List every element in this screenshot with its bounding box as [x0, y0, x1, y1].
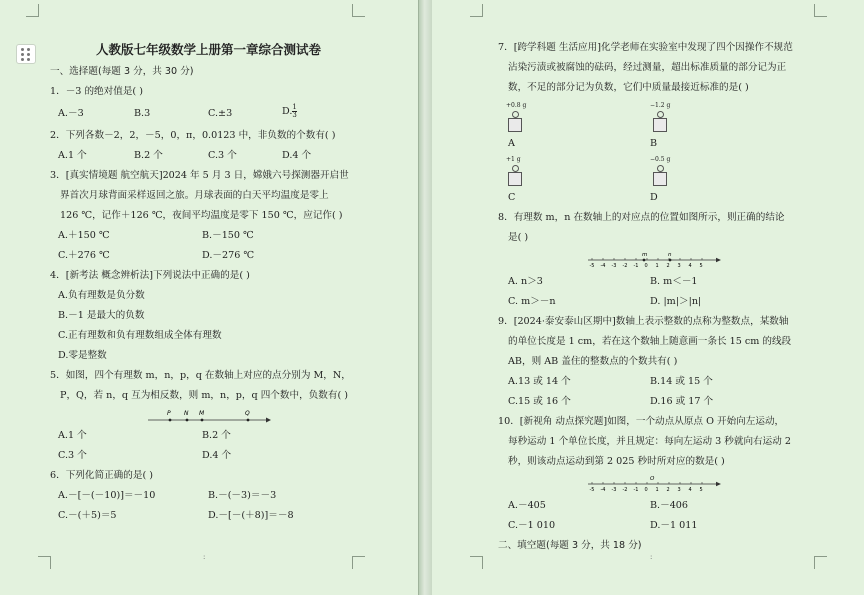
- question-7-line3: 数，不足的部分记为负数，它们中质量最接近标准的是( ): [508, 82, 749, 93]
- weight-b-hook-icon: [657, 111, 664, 118]
- question-10-line1: 10．[新视角 动点探究题]如图，一个动点从原点 O 开始向左运动，: [498, 416, 785, 427]
- q1-option-c: C.±3: [208, 108, 233, 119]
- q6-option-b: B.－(－3)＝－3: [208, 490, 277, 501]
- q3-option-a: A.＋150 ℃: [58, 230, 110, 241]
- q5-option-b: B.2 个: [202, 430, 231, 441]
- q10-option-d: D.－1 011: [650, 520, 698, 531]
- question-6-stem: 6．下列化简正确的是( ): [50, 470, 153, 481]
- label-origin: O: [650, 476, 655, 482]
- right-page: [432, 0, 864, 595]
- tick-label: 5: [699, 487, 703, 493]
- q3-option-c: C.＋276 ℃: [58, 250, 110, 261]
- q5-number-line: [146, 406, 272, 426]
- q9-option-c: C.15 或 16 个: [508, 396, 571, 407]
- tick-label: 3: [677, 263, 681, 269]
- weight-b-icon: [653, 118, 667, 132]
- question-3-line1: 3．[真实情境题 航空航天]2024 年 5 月 3 日，嫦娥六号探测器开启世: [50, 170, 349, 181]
- q2-option-b: B.2 个: [134, 150, 163, 161]
- tick-label: 1: [655, 487, 659, 493]
- tick-label: 0: [644, 263, 648, 269]
- question-10-line2: 每秒运动 1 个单位长度，并且规定：每向左运动 3 秒就向右运动 2: [508, 436, 791, 447]
- weight-b-label: −1.2 g: [650, 102, 671, 109]
- tick-label: 0: [644, 487, 648, 493]
- q4-option-d: D.零是整数: [58, 350, 107, 361]
- tick-label: 5: [699, 263, 703, 269]
- question-3-line2: 界首次月球背面采样返回之旅。月球表面的白天平均温度是零上: [60, 190, 329, 201]
- q9-option-b: B.14 或 15 个: [650, 376, 713, 387]
- question-5-line2: P，Q，若 n，q 互为相反数，则 m，n，p，q 四个数中，负数有( ): [60, 390, 348, 401]
- section-heading: 二、填空题(每题 3 分，共 18 分): [498, 540, 642, 551]
- q4-option-c: C.正有理数和负有理数组成全体有理数: [58, 330, 222, 341]
- left-page: [0, 0, 418, 595]
- q10-option-b: B.－406: [650, 500, 689, 511]
- question-1-stem: 1．－3 的绝对值是( ): [50, 86, 143, 97]
- tick-label: -5: [589, 487, 595, 493]
- q9-option-a: A.13 或 14 个: [508, 376, 571, 387]
- page-title: 人教版七年级数学上册第一章综合测试卷: [96, 42, 322, 57]
- tick-label: -2: [622, 263, 628, 269]
- q10-option-c: C.－1 010: [508, 520, 556, 531]
- q1-option-a: A.－3: [58, 108, 84, 119]
- q1-option-d: D. $\frac{1}{3}$: [282, 103, 297, 119]
- tick-label: -1: [633, 487, 639, 493]
- question-7-line2: 沾染污渍或被腐蚀的砝码，经过测量，超出标准质量的部分记为正: [508, 62, 787, 73]
- q2-option-d: D.4 个: [282, 150, 312, 161]
- label-n: n: [668, 252, 672, 258]
- question-8-line1: 8．有理数 m，n 在数轴上的对应点的位置如图所示，则正确的结论: [498, 212, 785, 223]
- q8-option-a: A. n＞3: [508, 276, 543, 287]
- tick-label: 3: [677, 487, 681, 493]
- label-p: P: [167, 410, 171, 417]
- weight-c-label: +1 g: [506, 156, 521, 163]
- q8-option-d: D. |m|＞|n|: [650, 296, 702, 307]
- q7-option-d: D: [650, 192, 658, 203]
- tick-label: 4: [688, 487, 692, 493]
- question-4-stem: 4．[新考法 概念辨析法]下列说法中正确的是( ): [50, 270, 250, 281]
- q6-option-c: C.－(＋5)＝5: [58, 510, 117, 521]
- q5-option-c: C.3 个: [58, 450, 87, 461]
- crop-mark: [352, 4, 365, 17]
- crop-mark: [38, 556, 51, 569]
- question-10-line3: 秒，则该动点运动到第 2 025 秒时所对应的数是( ): [508, 456, 725, 467]
- tick-label: -4: [600, 487, 606, 493]
- q10-option-a: A.－405: [508, 500, 546, 511]
- tick-label: -1: [633, 263, 639, 269]
- tick-label: 2: [666, 263, 670, 269]
- point-n: [669, 259, 672, 262]
- tick-label: 1: [655, 263, 659, 269]
- q8-number-line: [584, 248, 724, 272]
- q6-option-a: A.－[－(－10)]＝－10: [58, 490, 156, 501]
- q7-option-b: B: [650, 138, 658, 149]
- q7-option-c: C: [508, 192, 516, 203]
- q5-option-d: D.4 个: [202, 450, 232, 461]
- q7-option-a: A: [508, 138, 515, 149]
- point-m: [643, 259, 646, 262]
- crop-mark: [352, 556, 365, 569]
- q8-option-c: C. m＞－n: [508, 296, 556, 307]
- weight-a-icon: [508, 118, 522, 132]
- weight-d-hook-icon: [657, 165, 664, 172]
- drag-handle-icon[interactable]: [16, 44, 36, 64]
- weight-a-hook-icon: [512, 111, 519, 118]
- weight-d-icon: [653, 172, 667, 186]
- weight-a-label: +0.8 g: [506, 102, 527, 109]
- tick-label: 4: [688, 263, 692, 269]
- q3-option-b: B.－150 ℃: [202, 230, 254, 241]
- q4-option-a: A.负有理数是负分数: [58, 290, 145, 301]
- crop-mark: [814, 556, 827, 569]
- question-8-line2: 是( ): [508, 232, 529, 243]
- q1-option-b: B.3: [134, 108, 151, 119]
- point-m: [201, 419, 204, 422]
- crop-mark: [470, 556, 483, 569]
- q10-number-line: [584, 472, 724, 496]
- crop-mark: [470, 4, 483, 17]
- question-2-stem: 2．下列各数－2，2，－5，0，π，0.0123 中，非负数的个数有( ): [50, 130, 336, 141]
- q9-option-d: D.16 或 17 个: [650, 396, 714, 407]
- question-3-line3: 126 ℃，记作＋126 ℃，夜间平均温度是零下 150 ℃，应记作( ): [60, 210, 343, 221]
- q4-option-b: B.－1 是最大的负数: [58, 310, 145, 321]
- weight-c-icon: [508, 172, 522, 186]
- question-9-line3: AB，则 AB 盖住的整数点的个数共有( ): [508, 356, 678, 367]
- label-m: M: [199, 410, 205, 417]
- tick-label: -3: [611, 487, 617, 493]
- q5-option-a: A.1 个: [58, 430, 87, 441]
- section-heading: 一、选择题(每题 3 分，共 30 分): [50, 66, 194, 77]
- tick-label: -4: [600, 263, 606, 269]
- point-p: [169, 419, 172, 422]
- tick-label: -3: [611, 263, 617, 269]
- tick-label: -2: [622, 487, 628, 493]
- page-footer-mark: :: [650, 553, 653, 561]
- q2-option-a: A.1 个: [58, 150, 87, 161]
- q2-option-c: C.3 个: [208, 150, 237, 161]
- question-7-line1: 7．[跨学科题 生活应用]化学老师在实验室中发现了四个因操作不规范: [498, 42, 793, 53]
- question-5-line1: 5．如图，四个有理数 m，n，p，q 在数轴上对应的点分别为 M，N，: [50, 370, 351, 381]
- point-n: [186, 419, 189, 422]
- tick-label: -5: [589, 263, 595, 269]
- weight-d-label: −0.5 g: [650, 156, 671, 163]
- question-9-line1: 9．[2024·泰安泰山区期中]数轴上表示整数的点称为整数点，某数轴: [498, 316, 789, 327]
- crop-mark: [26, 4, 39, 17]
- label-q: Q: [245, 410, 250, 417]
- question-9-line2: 的单位长度是 1 cm，若在这个数轴上随意画一条长 15 cm 的线段: [508, 336, 792, 347]
- weight-c-hook-icon: [512, 165, 519, 172]
- point-q: [247, 419, 250, 422]
- label-m: m: [642, 252, 648, 258]
- q6-option-d: D.－[－(＋8)]＝－8: [208, 510, 294, 521]
- q3-option-d: D.－276 ℃: [202, 250, 255, 261]
- page-footer-mark: :: [203, 553, 206, 561]
- label-n: N: [184, 410, 189, 417]
- tick-label: 2: [666, 487, 670, 493]
- q8-option-b: B. m＜－1: [650, 276, 698, 287]
- crop-mark: [814, 4, 827, 17]
